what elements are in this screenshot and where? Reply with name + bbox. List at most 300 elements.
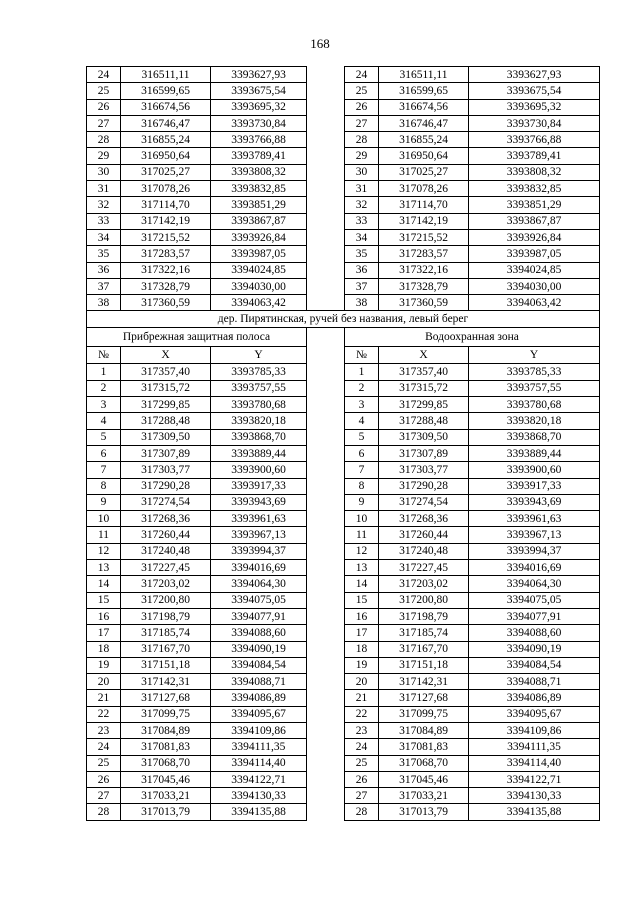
left-cell-num: 9 (87, 494, 121, 510)
right-cell-num: 34 (345, 229, 379, 245)
left-cell-y: 3394095,67 (211, 706, 307, 722)
right-cell-y: 3393730,84 (469, 115, 600, 131)
left-cell-num: 13 (87, 560, 121, 576)
right-cell-y: 3394109,86 (469, 722, 600, 738)
column-gap (307, 739, 345, 755)
left-cell-num: 6 (87, 445, 121, 461)
right-cell-num: 2 (345, 380, 379, 396)
left-cell-y: 3394063,42 (211, 295, 307, 311)
left-cell-y: 3393820,18 (211, 413, 307, 429)
right-cell-x: 316746,47 (379, 115, 469, 131)
right-cell-x: 317142,19 (379, 213, 469, 229)
left-cell-x: 317283,57 (121, 246, 211, 262)
table-row (87, 99, 600, 115)
right-cell-x: 317357,40 (379, 364, 469, 380)
right-cell-y: 3394130,33 (469, 788, 600, 804)
right-cell-num: 30 (345, 164, 379, 180)
right-cell-num: 5 (345, 429, 379, 445)
left-cell-x: 317203,02 (121, 576, 211, 592)
left-cell-x: 317303,77 (121, 462, 211, 478)
column-gap (307, 690, 345, 706)
left-cell-num: 26 (87, 771, 121, 787)
table-row (87, 739, 600, 755)
table-row (87, 771, 600, 787)
table-row (87, 576, 600, 592)
column-gap (307, 246, 345, 262)
table-row (87, 462, 600, 478)
left-header-x: X (121, 347, 211, 364)
left-cell-y: 3394114,40 (211, 755, 307, 771)
right-cell-x: 317322,16 (379, 262, 469, 278)
column-gap (307, 347, 345, 364)
coordinates-table (86, 66, 600, 821)
left-cell-num: 23 (87, 722, 121, 738)
right-cell-x: 317142,31 (379, 674, 469, 690)
right-cell-y: 3394075,05 (469, 592, 600, 608)
column-gap (307, 328, 345, 347)
column-gap (307, 788, 345, 804)
left-cell-x: 317127,68 (121, 690, 211, 706)
left-cell-num: 34 (87, 229, 121, 245)
right-cell-num: 24 (345, 67, 379, 83)
table-row (87, 229, 600, 245)
right-cell-x: 317307,89 (379, 445, 469, 461)
right-cell-num: 9 (345, 494, 379, 510)
right-cell-num: 36 (345, 262, 379, 278)
left-cell-y: 3394075,05 (211, 592, 307, 608)
left-cell-x: 317260,44 (121, 527, 211, 543)
left-cell-x: 317274,54 (121, 494, 211, 510)
column-gap (307, 164, 345, 180)
left-cell-x: 317315,72 (121, 380, 211, 396)
right-cell-num: 16 (345, 608, 379, 624)
left-cell-x: 317307,89 (121, 445, 211, 461)
column-gap (307, 181, 345, 197)
right-cell-x: 317203,02 (379, 576, 469, 592)
left-zone-title: Прибрежная защитная полоса (87, 328, 307, 347)
right-cell-num: 23 (345, 722, 379, 738)
right-cell-x: 317167,70 (379, 641, 469, 657)
table-row (87, 83, 600, 99)
column-gap (307, 380, 345, 396)
right-cell-y: 3393943,69 (469, 494, 600, 510)
right-cell-x: 317078,26 (379, 181, 469, 197)
left-cell-y: 3394084,54 (211, 657, 307, 673)
right-cell-num: 17 (345, 625, 379, 641)
right-cell-y: 3393832,85 (469, 181, 600, 197)
left-cell-x: 317290,28 (121, 478, 211, 494)
left-cell-num: 37 (87, 278, 121, 294)
table-row (87, 527, 600, 543)
left-cell-num: 28 (87, 804, 121, 820)
left-cell-y: 3393926,84 (211, 229, 307, 245)
table-row (87, 706, 600, 722)
right-cell-num: 28 (345, 132, 379, 148)
left-cell-y: 3393785,33 (211, 364, 307, 380)
table-row (87, 132, 600, 148)
right-cell-num: 20 (345, 674, 379, 690)
left-cell-y: 3393867,87 (211, 213, 307, 229)
left-cell-num: 19 (87, 657, 121, 673)
right-cell-y: 3393868,70 (469, 429, 600, 445)
right-cell-y: 3393994,37 (469, 543, 600, 559)
section-header (87, 311, 600, 364)
right-cell-num: 31 (345, 181, 379, 197)
column-gap (307, 804, 345, 820)
column-gap (307, 462, 345, 478)
right-cell-y: 3393675,54 (469, 83, 600, 99)
right-cell-num: 33 (345, 213, 379, 229)
right-cell-y: 3393780,68 (469, 397, 600, 413)
left-cell-num: 32 (87, 197, 121, 213)
left-cell-y: 3394064,30 (211, 576, 307, 592)
left-cell-x: 317198,79 (121, 608, 211, 624)
left-cell-num: 27 (87, 115, 121, 131)
left-cell-num: 30 (87, 164, 121, 180)
right-cell-num: 32 (345, 197, 379, 213)
left-cell-num: 7 (87, 462, 121, 478)
right-cell-x: 317099,75 (379, 706, 469, 722)
left-cell-x: 317360,59 (121, 295, 211, 311)
left-cell-y: 3394135,88 (211, 804, 307, 820)
right-cell-y: 3394084,54 (469, 657, 600, 673)
left-cell-num: 36 (87, 262, 121, 278)
left-cell-x: 317167,70 (121, 641, 211, 657)
column-gap (307, 576, 345, 592)
table-row (87, 295, 600, 311)
right-cell-x: 317227,45 (379, 560, 469, 576)
table-row (87, 197, 600, 213)
table-row (87, 164, 600, 180)
left-cell-y: 3393900,60 (211, 462, 307, 478)
left-cell-num: 14 (87, 576, 121, 592)
left-cell-y: 3393961,63 (211, 511, 307, 527)
left-cell-y: 3393917,33 (211, 478, 307, 494)
right-cell-num: 11 (345, 527, 379, 543)
column-gap (307, 213, 345, 229)
right-cell-x: 317260,44 (379, 527, 469, 543)
upper-table-body (87, 67, 600, 311)
left-cell-x: 317078,26 (121, 181, 211, 197)
left-cell-y: 3394030,00 (211, 278, 307, 294)
right-cell-y: 3394095,67 (469, 706, 600, 722)
page-number: 168 (310, 36, 330, 51)
column-gap (307, 755, 345, 771)
column-gap (307, 706, 345, 722)
right-cell-num: 25 (345, 755, 379, 771)
left-cell-num: 31 (87, 181, 121, 197)
column-gap (307, 641, 345, 657)
left-cell-num: 4 (87, 413, 121, 429)
left-cell-x: 317045,46 (121, 771, 211, 787)
left-cell-num: 15 (87, 592, 121, 608)
table-row (87, 804, 600, 820)
right-cell-x: 316950,64 (379, 148, 469, 164)
right-cell-x: 317185,74 (379, 625, 469, 641)
right-cell-x: 316674,56 (379, 99, 469, 115)
right-cell-num: 14 (345, 576, 379, 592)
left-cell-num: 1 (87, 364, 121, 380)
left-cell-y: 3393808,32 (211, 164, 307, 180)
table-row (87, 755, 600, 771)
left-cell-x: 317068,70 (121, 755, 211, 771)
column-gap (307, 445, 345, 461)
table-row (87, 674, 600, 690)
left-cell-y: 3394090,19 (211, 641, 307, 657)
left-header-y: Y (211, 347, 307, 364)
left-cell-y: 3393675,54 (211, 83, 307, 99)
left-cell-x: 317309,50 (121, 429, 211, 445)
table-row (87, 625, 600, 641)
right-cell-x: 317114,70 (379, 197, 469, 213)
right-cell-x: 317033,21 (379, 788, 469, 804)
left-cell-x: 317013,79 (121, 804, 211, 820)
table-row (87, 511, 600, 527)
left-cell-y: 3393889,44 (211, 445, 307, 461)
right-cell-num: 28 (345, 804, 379, 820)
section-title-row (87, 311, 600, 328)
right-cell-num: 13 (345, 560, 379, 576)
table-row (87, 262, 600, 278)
table-row (87, 494, 600, 510)
left-cell-num: 38 (87, 295, 121, 311)
column-gap (307, 413, 345, 429)
left-cell-x: 317142,19 (121, 213, 211, 229)
left-cell-x: 317240,48 (121, 543, 211, 559)
left-cell-y: 3394130,33 (211, 788, 307, 804)
left-cell-num: 33 (87, 213, 121, 229)
left-cell-num: 25 (87, 83, 121, 99)
section-title: дер. Пирятинская, ручей без названия, левый берег (87, 311, 600, 328)
left-cell-num: 24 (87, 67, 121, 83)
left-cell-y: 3393695,32 (211, 99, 307, 115)
right-cell-y: 3393785,33 (469, 364, 600, 380)
right-cell-y: 3393987,05 (469, 246, 600, 262)
right-cell-x: 317274,54 (379, 494, 469, 510)
table-row (87, 788, 600, 804)
right-cell-y: 3394030,00 (469, 278, 600, 294)
right-cell-num: 26 (345, 99, 379, 115)
table-row (87, 543, 600, 559)
right-cell-y: 3393757,55 (469, 380, 600, 396)
right-header-x: X (379, 347, 469, 364)
table-row (87, 246, 600, 262)
left-cell-y: 3394077,91 (211, 608, 307, 624)
left-header-num: № (87, 347, 121, 364)
left-cell-num: 27 (87, 788, 121, 804)
left-cell-num: 2 (87, 380, 121, 396)
right-cell-y: 3394016,69 (469, 560, 600, 576)
right-cell-num: 21 (345, 690, 379, 706)
left-cell-y: 3394024,85 (211, 262, 307, 278)
right-cell-num: 26 (345, 771, 379, 787)
left-cell-y: 3394088,60 (211, 625, 307, 641)
left-cell-num: 18 (87, 641, 121, 657)
right-cell-y: 3393766,88 (469, 132, 600, 148)
table-row (87, 722, 600, 738)
left-cell-num: 24 (87, 739, 121, 755)
table-row (87, 445, 600, 461)
right-cell-num: 37 (345, 278, 379, 294)
left-cell-x: 316511,11 (121, 67, 211, 83)
right-cell-x: 317013,79 (379, 804, 469, 820)
right-cell-num: 8 (345, 478, 379, 494)
right-cell-y: 3393926,84 (469, 229, 600, 245)
left-cell-x: 317215,52 (121, 229, 211, 245)
table-row (87, 278, 600, 294)
right-cell-num: 1 (345, 364, 379, 380)
left-cell-y: 3394086,89 (211, 690, 307, 706)
table-row (87, 592, 600, 608)
left-cell-x: 317268,36 (121, 511, 211, 527)
right-zone-title: Водоохранная зона (345, 328, 600, 347)
right-cell-x: 316511,11 (379, 67, 469, 83)
column-gap (307, 148, 345, 164)
left-cell-num: 5 (87, 429, 121, 445)
right-cell-y: 3393961,63 (469, 511, 600, 527)
table-row (87, 115, 600, 131)
column-gap (307, 83, 345, 99)
column-gap (307, 99, 345, 115)
column-gap (307, 115, 345, 131)
column-gap (307, 674, 345, 690)
right-cell-y: 3394024,85 (469, 262, 600, 278)
column-gap (307, 429, 345, 445)
column-gap (307, 543, 345, 559)
table-row (87, 478, 600, 494)
right-cell-x: 317198,79 (379, 608, 469, 624)
column-header-row (87, 347, 600, 364)
column-gap (307, 657, 345, 673)
right-cell-num: 19 (345, 657, 379, 673)
left-cell-y: 3394109,86 (211, 722, 307, 738)
right-cell-num: 6 (345, 445, 379, 461)
left-cell-x: 317081,83 (121, 739, 211, 755)
right-cell-x: 317081,83 (379, 739, 469, 755)
right-cell-x: 317309,50 (379, 429, 469, 445)
right-cell-y: 3393695,32 (469, 99, 600, 115)
column-gap (307, 132, 345, 148)
right-cell-x: 317215,52 (379, 229, 469, 245)
right-cell-y: 3393808,32 (469, 164, 600, 180)
right-cell-num: 3 (345, 397, 379, 413)
right-header-y: Y (469, 347, 600, 364)
column-gap (307, 511, 345, 527)
right-cell-x: 317283,57 (379, 246, 469, 262)
left-cell-y: 3393987,05 (211, 246, 307, 262)
table-row (87, 181, 600, 197)
right-cell-x: 317303,77 (379, 462, 469, 478)
left-cell-x: 317033,21 (121, 788, 211, 804)
table-row (87, 213, 600, 229)
column-gap (307, 560, 345, 576)
table-row (87, 413, 600, 429)
left-cell-num: 20 (87, 674, 121, 690)
left-cell-x: 317357,40 (121, 364, 211, 380)
table-row (87, 364, 600, 380)
column-gap (307, 722, 345, 738)
right-cell-y: 3393967,13 (469, 527, 600, 543)
left-cell-x: 316746,47 (121, 115, 211, 131)
right-cell-y: 3394111,35 (469, 739, 600, 755)
right-cell-x: 317328,79 (379, 278, 469, 294)
right-cell-x: 317045,46 (379, 771, 469, 787)
column-gap (307, 771, 345, 787)
left-cell-num: 22 (87, 706, 121, 722)
right-cell-x: 317025,27 (379, 164, 469, 180)
right-cell-y: 3394064,30 (469, 576, 600, 592)
column-gap (307, 608, 345, 624)
column-gap (307, 67, 345, 83)
right-cell-y: 3393789,41 (469, 148, 600, 164)
right-cell-num: 4 (345, 413, 379, 429)
table-row (87, 657, 600, 673)
right-cell-y: 3394086,89 (469, 690, 600, 706)
left-cell-num: 25 (87, 755, 121, 771)
left-cell-x: 317328,79 (121, 278, 211, 294)
right-cell-num: 10 (345, 511, 379, 527)
right-cell-y: 3393627,93 (469, 67, 600, 83)
right-cell-x: 317127,68 (379, 690, 469, 706)
right-cell-x: 317151,18 (379, 657, 469, 673)
column-gap (307, 625, 345, 641)
table-row (87, 560, 600, 576)
left-cell-x: 316599,65 (121, 83, 211, 99)
right-cell-x: 317084,89 (379, 722, 469, 738)
right-cell-x: 317268,36 (379, 511, 469, 527)
left-cell-num: 3 (87, 397, 121, 413)
table-row (87, 429, 600, 445)
right-cell-y: 3394077,91 (469, 608, 600, 624)
left-cell-y: 3393868,70 (211, 429, 307, 445)
left-cell-y: 3393789,41 (211, 148, 307, 164)
left-cell-y: 3394016,69 (211, 560, 307, 576)
right-cell-x: 317360,59 (379, 295, 469, 311)
left-cell-y: 3393943,69 (211, 494, 307, 510)
right-cell-y: 3394088,71 (469, 674, 600, 690)
table-row (87, 641, 600, 657)
right-cell-num: 29 (345, 148, 379, 164)
right-cell-x: 317315,72 (379, 380, 469, 396)
right-cell-num: 22 (345, 706, 379, 722)
right-cell-num: 18 (345, 641, 379, 657)
left-cell-x: 317322,16 (121, 262, 211, 278)
left-cell-num: 29 (87, 148, 121, 164)
left-cell-num: 26 (87, 99, 121, 115)
left-cell-num: 28 (87, 132, 121, 148)
right-cell-num: 25 (345, 83, 379, 99)
left-cell-x: 317227,45 (121, 560, 211, 576)
table-row (87, 690, 600, 706)
left-cell-num: 21 (87, 690, 121, 706)
left-cell-y: 3393994,37 (211, 543, 307, 559)
right-cell-y: 3394122,71 (469, 771, 600, 787)
left-cell-y: 3394122,71 (211, 771, 307, 787)
left-cell-y: 3393757,55 (211, 380, 307, 396)
right-cell-num: 15 (345, 592, 379, 608)
column-gap (307, 278, 345, 294)
table-row (87, 148, 600, 164)
left-cell-x: 317200,80 (121, 592, 211, 608)
right-cell-y: 3394135,88 (469, 804, 600, 820)
column-gap (307, 295, 345, 311)
zone-title-row (87, 328, 600, 347)
right-cell-num: 35 (345, 246, 379, 262)
left-cell-y: 3393627,93 (211, 67, 307, 83)
right-cell-y: 3393820,18 (469, 413, 600, 429)
left-cell-y: 3393730,84 (211, 115, 307, 131)
right-cell-y: 3393889,44 (469, 445, 600, 461)
